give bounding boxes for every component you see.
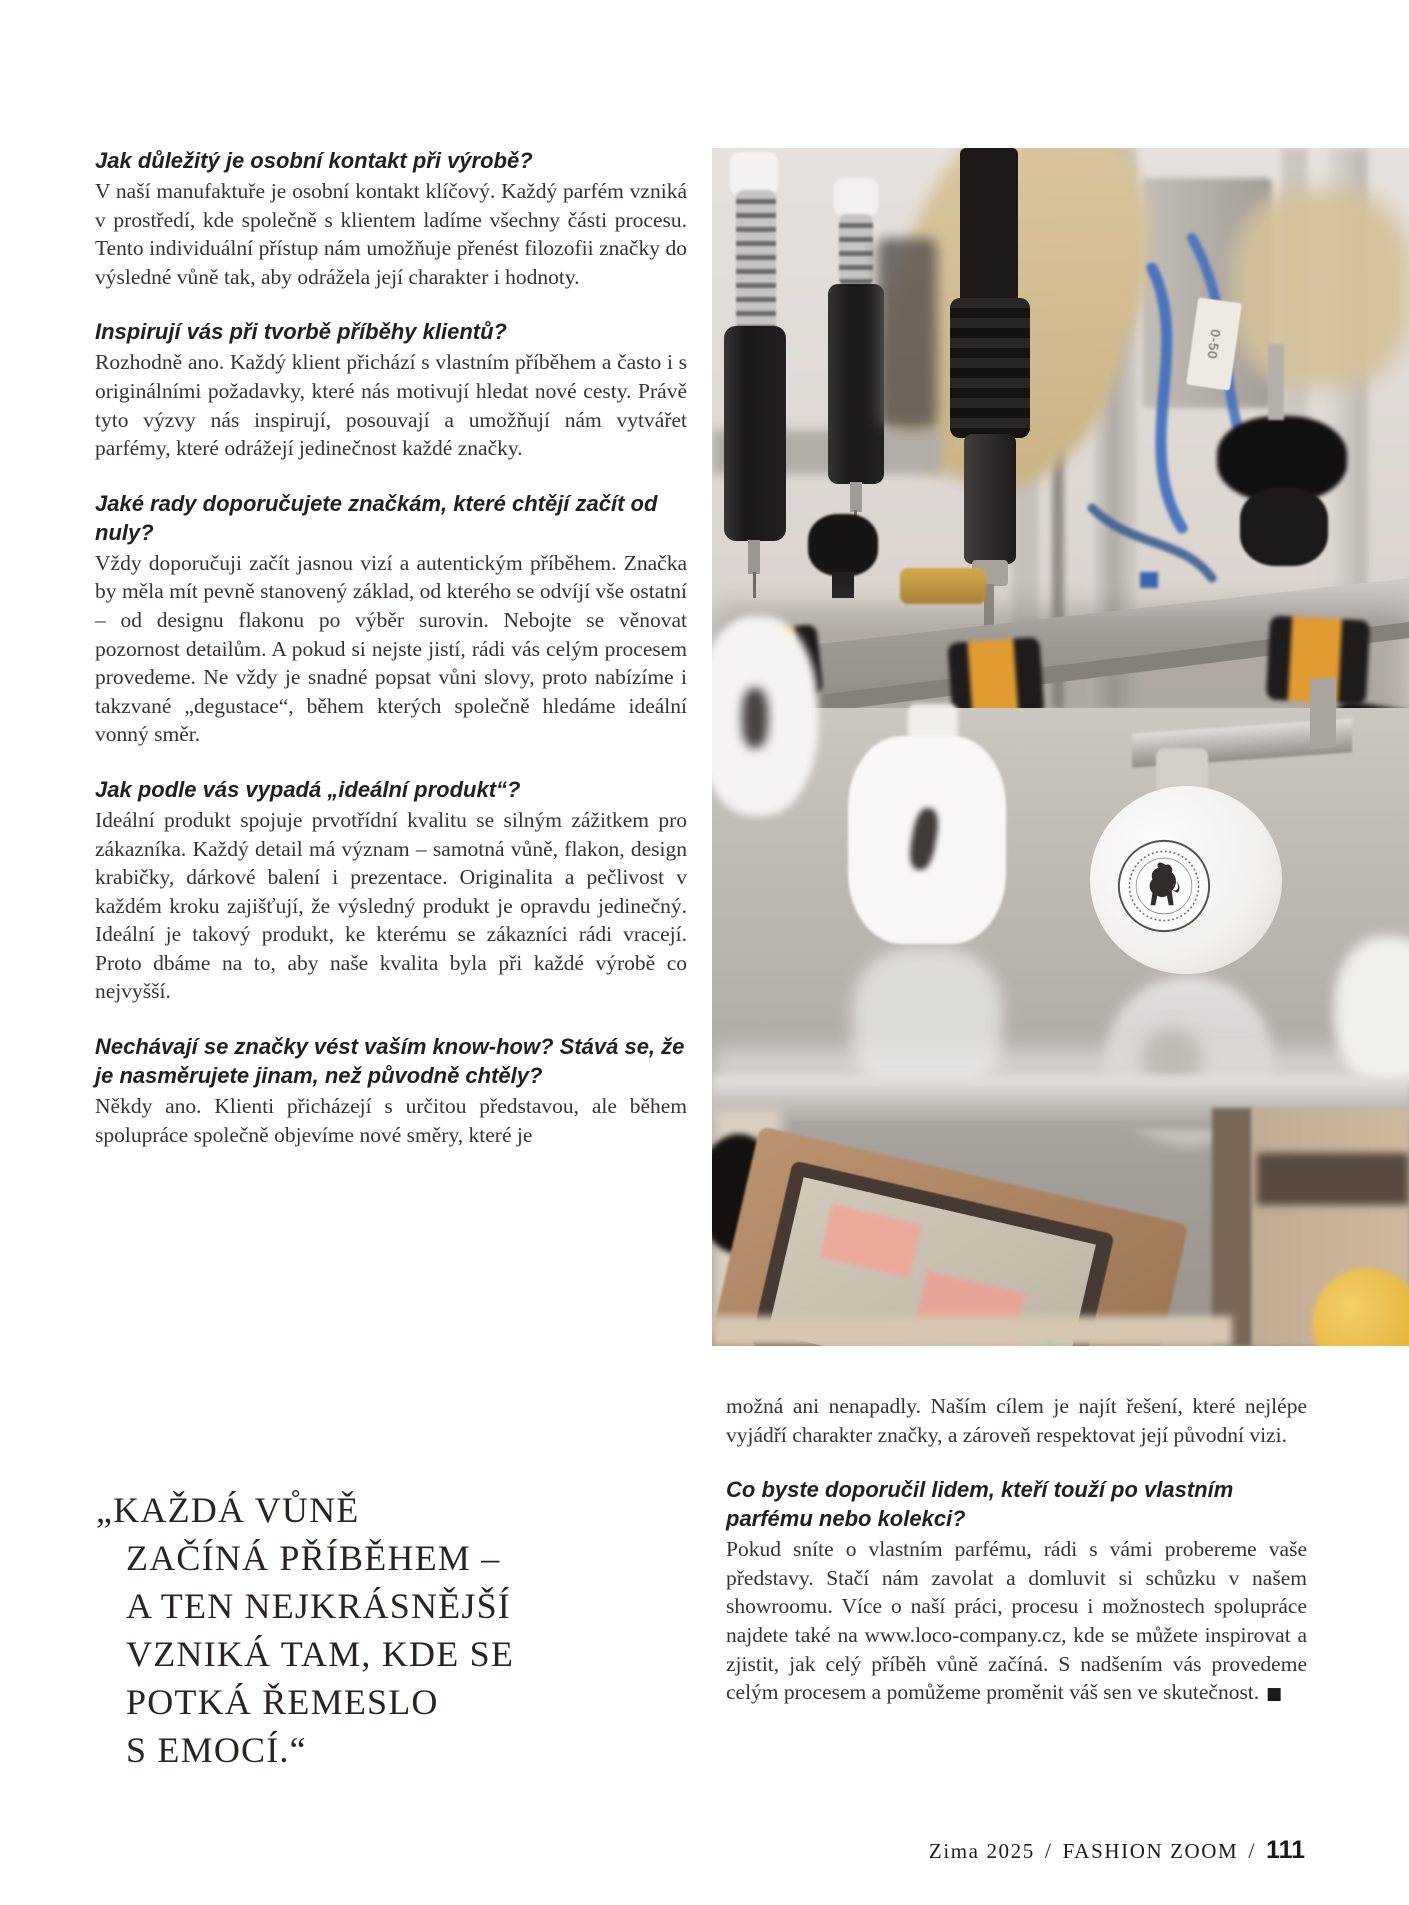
pull-quote-line: A TEN NEJKRÁSNĚJŠÍ <box>126 1586 511 1626</box>
interview-answer: Rozhodně ano. Každý klient přichází s vlastním příběhem a často i s originálními požadavky, které nás motivují hledat nové cesty. Právě tyto výzvy nás inspirují, posouvají a umožňují nám vytvářet parfémy, které odrážejí jedinečnost každé značky. <box>95 350 687 461</box>
interview-answer-continuation: možná ani nenapadly. Naším cílem je najít řešení, které nejlépe vyjádří charakter značky, a zároveň respektovat její původní vizi. <box>726 1394 1307 1447</box>
bottle-logo-blur <box>742 688 768 748</box>
interview-question: Inspirují vás při tvorbě příběhy klientů? <box>95 319 507 345</box>
interview-question: Jak důležitý je osobní kontakt při výrobě? <box>95 148 533 173</box>
interview-answer: Někdy ano. Klienti přicházejí s určitou představou, ale během spolupráce společně objevíme nové směry, které je <box>95 1094 687 1147</box>
star-knob <box>1240 488 1328 566</box>
pull-quote <box>96 1486 566 1774</box>
page-number: 111 <box>1266 1836 1305 1864</box>
qa-block <box>95 1032 687 1149</box>
interview-answer-text: Pokud sníte o vlastním parfému, rádi s vámi probereme vaše představy. Stačí nám zavolat a domluvit si schůzku v našem showroomu. Více o naší práci, procesu i možnostech spolupráce najdete také na www.loco-company.cz, kde se můžete inspirovat a zjistit, jak celý příběh vůně začíná. S nadšením vás provedeme celým procesem a pomůžeme proměnit váš sen ve skutečnost. <box>726 1537 1307 1705</box>
machine-photo <box>712 148 1409 1346</box>
interview-question: Co byste doporučil lidem, kteří touží po vlastním parfému nebo kolekci? <box>726 1477 1234 1532</box>
interview-right-column <box>726 1392 1307 1709</box>
interview-question: Jak podle vás vypadá „ideální produkt“? <box>95 776 521 802</box>
lion-emblem <box>1116 838 1212 934</box>
knob-post <box>1268 344 1284 420</box>
footer-issue: Zima 2025 <box>928 1839 1035 1863</box>
interview-left-column <box>95 146 687 1149</box>
footer-separator: / <box>1044 1838 1053 1863</box>
qa-block <box>95 317 687 462</box>
qa-block <box>95 489 687 749</box>
footer-separator: / <box>1248 1838 1257 1863</box>
interview-question: Jaké rady doporučujete značkám, které chtějí začít od nuly? <box>95 490 658 545</box>
pull-quote-line: POTKÁ ŘEMESLO <box>126 1682 439 1722</box>
interview-answer: Vždy doporučuji začít jasnou vizí a autentickým příběhem. Značka by měla mít pevně stanovený základ, od kterého se odvíjí vše ostatní – od designu flakonu po výběr surovin. Nebojte se věnovat pozornost detailům. A pokud si nejste jistí, rádi vás celým procesem provedeme. Ne vždy je snadné popsat vůni slovy, proto nabízíme i takzvané „degustace“, během kterých společně hledáme ideální vonný směr. <box>95 550 687 747</box>
interview-answer: Ideální produkt spojuje prvotřídní kvalitu se silným zážitkem pro zákazníka. Každý detail má význam – samotná vůně, flakon, design krabičky, dárkové balení i prezentace. Originalita a pečlivost v každém kroku zajišťují, že výsledný produkt je opravdu jedinečný. Ideální je takový produkt, ke kterému se zákazníci rádi vracejí. Proto dbáme na to, aby naše kvalita byla při každé výrobě co nejvyšší. <box>95 807 687 1004</box>
machine-base-column <box>1212 1108 1252 1346</box>
footer-magazine-title: FASHION ZOOM <box>1062 1839 1239 1863</box>
interview-question: Nechávají se značky vést vaším know-how? Stává se, že je nasměrujete jinam, než původně chtěly? <box>95 1034 685 1089</box>
qa-block <box>95 146 687 291</box>
page-footer <box>929 1836 1305 1865</box>
machine-base-slot <box>1257 1153 1409 1205</box>
table-bottom-strip <box>712 1316 1232 1346</box>
pull-quote-line: ZAČÍNÁ PŘÍBĚHEM – <box>126 1538 501 1578</box>
metal-bracket-support <box>1310 677 1336 749</box>
interview-answer <box>726 1535 1307 1709</box>
pull-quote-line: S EMOCÍ.“ <box>126 1730 307 1770</box>
qa-block <box>95 775 687 1006</box>
pull-quote-line: „KAŽDÁ VŮNĚ <box>96 1490 360 1530</box>
machine-label-text: 0-50 <box>1204 328 1224 360</box>
star-knob <box>808 514 878 576</box>
interview-answer: V naší manufaktuře je osobní kontakt klíčový. Každý parfém vzniká v prostředí, kde společně s klientem ladíme všechny části procesu. Tento individuální přístup nám umožňuje přenést filozofii značky do výsledné vůně tak, aby odrážela její charakter i hodnoty. <box>95 179 687 289</box>
knob-stem <box>832 572 854 598</box>
pull-quote-line: VZNIKÁ TAM, KDE SE <box>126 1634 515 1674</box>
end-of-article-marker: ■ <box>1266 1684 1283 1705</box>
